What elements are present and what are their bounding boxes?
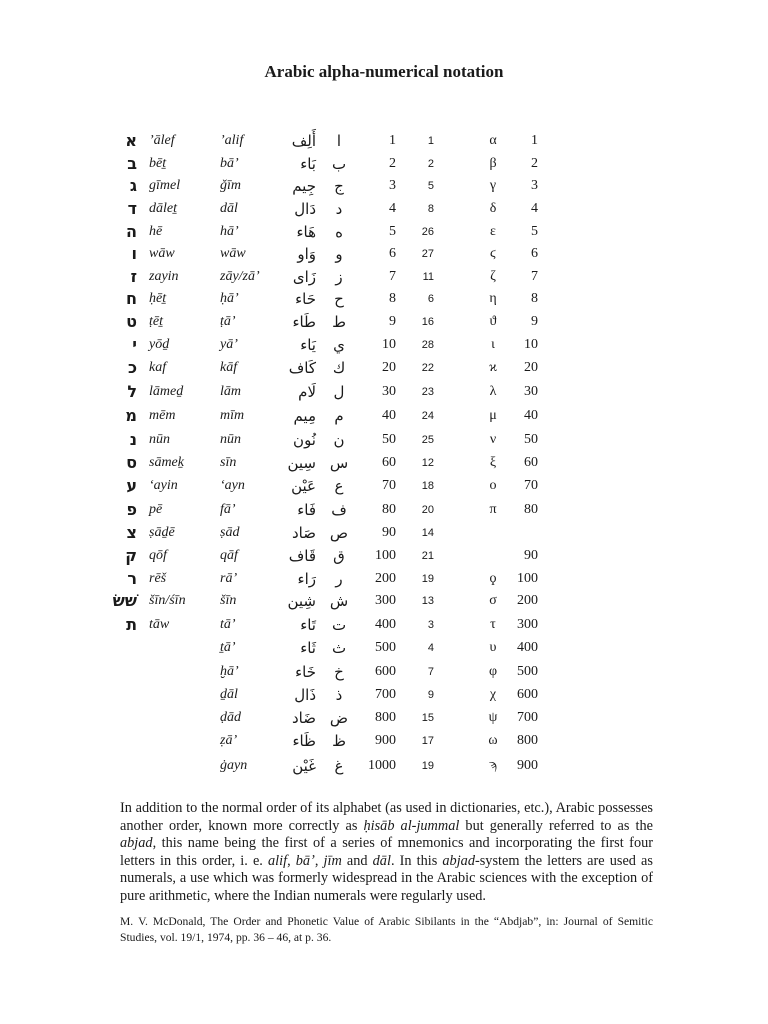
alphabet-order: 12 <box>421 457 434 469</box>
alphabet-order: 25 <box>421 434 434 446</box>
greek-value: 4 <box>531 201 538 216</box>
arabic-word: جِيم <box>292 177 316 195</box>
alphabet-order: 18 <box>421 480 434 492</box>
abjad-value: 1 <box>389 133 396 148</box>
alphabet-order: 5 <box>427 180 434 192</box>
arabic-name: ṯāʼ <box>220 640 236 655</box>
arabic-name: ṣād <box>220 525 240 540</box>
arabic-word: وَاو <box>297 245 316 263</box>
alphabet-order: 3 <box>427 619 434 631</box>
paragraph-term-alif: alif <box>268 852 288 869</box>
arabic-letter: ر <box>335 570 343 588</box>
arabic-name: sīn <box>220 455 237 470</box>
table-row <box>0 730 768 752</box>
alphabet-order: 27 <box>421 248 434 260</box>
arabic-letter: ج <box>334 177 344 195</box>
table-row <box>0 381 768 403</box>
alphabet-order: 1 <box>427 135 434 147</box>
alphabet-order: 26 <box>421 226 434 238</box>
arabic-letter: خ <box>334 663 344 681</box>
abjad-value: 300 <box>375 593 396 608</box>
arabic-word: عَيْن <box>291 477 316 495</box>
hebrew-name: sāmeḵ <box>149 455 184 470</box>
greek-letter: π <box>489 502 497 517</box>
table-row <box>0 545 768 567</box>
arabic-name: qāf <box>220 548 238 563</box>
alphabet-order: 21 <box>421 550 434 562</box>
hebrew-name: yōḏ <box>149 337 170 352</box>
hebrew-name: gīmel <box>149 178 181 193</box>
hebrew-letter: צ <box>126 523 137 542</box>
arabic-name: ḥāʼ <box>220 291 239 306</box>
hebrew-letter: י <box>132 335 137 354</box>
greek-letter: ν <box>489 432 497 447</box>
hebrew-letter: ה <box>126 222 137 241</box>
greek-letter: ϰ <box>489 360 497 375</box>
greek-letter: λ <box>489 384 497 399</box>
hebrew-name: pē <box>149 502 163 517</box>
arabic-name: ḍād <box>220 710 241 725</box>
alphabet-order: 11 <box>422 271 434 283</box>
hebrew-letter: מ <box>125 406 137 425</box>
alphabet-order: 7 <box>427 666 434 678</box>
greek-letter: χ <box>489 687 497 702</box>
arabic-letter: ن <box>333 431 345 449</box>
alphabet-order: 19 <box>421 760 434 772</box>
arabic-letter: ص <box>329 524 349 542</box>
arabic-letter: ش <box>329 592 349 610</box>
abjad-value: 500 <box>375 640 396 655</box>
greek-value: 5 <box>531 224 538 239</box>
greek-value: 90 <box>524 548 538 563</box>
abjad-value: 60 <box>382 455 396 470</box>
greek-letter: ψ <box>488 710 498 725</box>
paragraph-text: -system the letters are used as numerals, a use which was formerly widespread in the Arabic sciences with the exception of pure arithmetic, where the Indian numerals were regularly used. <box>120 852 653 904</box>
table-row <box>0 684 768 706</box>
alphabet-order: 23 <box>421 386 434 398</box>
greek-letter: σ <box>489 593 497 608</box>
table-row <box>0 452 768 474</box>
arabic-letter: د <box>335 200 343 218</box>
abjad-value: 100 <box>375 548 396 563</box>
abjad-value: 30 <box>382 384 396 399</box>
arabic-letter: ت <box>331 616 347 634</box>
arabic-letter: ز <box>335 268 343 286</box>
arabic-name: nūn <box>220 432 241 447</box>
greek-letter: δ <box>489 201 497 216</box>
greek-value: 30 <box>524 384 538 399</box>
arabic-letter: ف <box>331 501 347 519</box>
alphabet-order: 20 <box>421 504 434 516</box>
table-row <box>0 357 768 379</box>
hebrew-letter: ז <box>130 267 137 286</box>
arabic-letter: ي <box>333 336 345 354</box>
greek-letter: ι <box>491 337 495 352</box>
arabic-letter: ا <box>336 132 342 150</box>
table-row <box>0 266 768 288</box>
arabic-word: صَاد <box>292 524 316 542</box>
greek-value: 70 <box>524 478 538 493</box>
abjad-value: 800 <box>375 710 396 725</box>
table-row <box>0 499 768 521</box>
greek-letter: φ <box>488 664 498 679</box>
abjad-value: 2 <box>389 156 396 171</box>
abjad-value: 900 <box>375 733 396 748</box>
abjad-value: 200 <box>375 571 396 586</box>
arabic-letter: ه <box>335 223 343 241</box>
paragraph-text: , <box>314 852 324 869</box>
table-row <box>0 475 768 497</box>
alphabet-order: 28 <box>421 339 434 351</box>
arabic-name: dāl <box>220 201 238 216</box>
greek-letter: ο <box>489 478 497 493</box>
paragraph-term-hisab: ḥisāb al-jummal <box>363 817 460 834</box>
greek-value: 600 <box>517 687 538 702</box>
alphabet-order: 2 <box>427 158 434 170</box>
greek-value: 7 <box>531 269 538 284</box>
arabic-name: ǧīm <box>220 178 241 193</box>
abjad-value: 8 <box>389 291 396 306</box>
arabic-letter: ظ <box>332 732 346 750</box>
table-row <box>0 198 768 220</box>
table-row <box>0 661 768 683</box>
greek-value: 3 <box>531 178 538 193</box>
arabic-name: ẓāʼ <box>220 733 238 748</box>
paragraph-term-jim: jīm <box>323 852 342 869</box>
greek-letter: β <box>489 156 497 171</box>
table-row <box>0 568 768 590</box>
arabic-name: ġayn <box>220 758 248 773</box>
arabic-word: طَاء <box>292 313 316 331</box>
arabic-letter: ب <box>331 155 347 173</box>
arabic-name: ḏāl <box>220 687 238 702</box>
greek-letter <box>480 522 506 544</box>
table-row <box>0 522 768 544</box>
greek-letter: ϛ <box>490 246 496 261</box>
hebrew-name: dāleṯ <box>149 201 177 216</box>
greek-letter: ξ <box>489 455 497 470</box>
hebrew-name: qōf <box>149 548 167 563</box>
abjad-value: 1000 <box>368 758 396 773</box>
abjad-value: 40 <box>382 408 396 423</box>
abjad-value: 3 <box>389 178 396 193</box>
alphabet-order: 19 <box>421 573 434 585</box>
abjad-value: 80 <box>382 502 396 517</box>
table-row <box>0 405 768 427</box>
arabic-letter: ل <box>333 383 345 401</box>
greek-value: 6 <box>531 246 538 261</box>
citation: M. V. McDonald, The Order and Phonetic Value of Arabic Sibilants in the “Abdjab”, in: Journal of Semitic Studies, vol. 19/1, 1974, pp. 36 – 46, at p. 36. <box>120 915 653 944</box>
abjad-value: 5 <box>389 224 396 239</box>
arabic-name: tāʼ <box>220 617 236 632</box>
arabic-word: حَاء <box>295 290 316 308</box>
hebrew-letter: א <box>125 131 137 150</box>
arabic-name: lām <box>220 384 241 399</box>
greek-letter: ϙ <box>489 571 497 586</box>
arabic-word: هَاء <box>296 223 316 241</box>
greek-value: 20 <box>524 360 538 375</box>
arabic-name: mīm <box>220 408 245 423</box>
hebrew-name: bēṯ <box>149 156 167 171</box>
abjad-value: 10 <box>382 337 396 352</box>
arabic-name: zāy/zāʼ <box>220 269 260 284</box>
hebrew-name: wāw <box>149 246 175 261</box>
arabic-letter: ع <box>334 477 344 495</box>
greek-value: 400 <box>517 640 538 655</box>
table-row <box>0 707 768 729</box>
hebrew-letter: כ <box>127 358 137 377</box>
greek-letter: ϑ <box>489 314 497 329</box>
hebrew-name: ṣāḏē <box>149 525 175 540</box>
hebrew-letter: ד <box>127 199 137 218</box>
alphabet-order: 24 <box>421 410 434 422</box>
greek-letter: α <box>489 133 497 148</box>
greek-letter: ϡ <box>489 758 497 773</box>
abjad-value: 50 <box>382 432 396 447</box>
alphabet-order: 17 <box>421 735 434 747</box>
alphabet-order: 15 <box>421 712 434 724</box>
arabic-word: أَلِف <box>291 132 316 150</box>
paragraph-text: but generally referred to as the <box>459 817 653 834</box>
hebrew-letter: ו <box>131 244 137 263</box>
greek-value: 9 <box>531 314 538 329</box>
arabic-name: šīn <box>220 593 237 608</box>
arabic-word: ذَال <box>294 686 316 704</box>
arabic-word: ثَاء <box>300 639 316 657</box>
page-title: Arabic alpha-numerical notation <box>264 62 504 81</box>
hebrew-name: ʻayin <box>149 478 178 493</box>
arabic-word: نُون <box>293 431 316 449</box>
abjad-value: 700 <box>375 687 396 702</box>
arabic-name: bāʼ <box>220 156 239 171</box>
greek-letter: γ <box>489 178 497 193</box>
arabic-letter: ح <box>334 290 344 308</box>
hebrew-letter: שׁשׂ <box>112 591 137 610</box>
arabic-word: ضَاد <box>292 709 316 727</box>
hebrew-name: šīn/śīn <box>149 593 186 608</box>
arabic-word: شِين <box>287 592 316 610</box>
alphabet-order: 13 <box>421 595 434 607</box>
table-row <box>0 153 768 175</box>
paragraph-term-ba: bāʼ <box>295 852 315 869</box>
greek-value: 700 <box>517 710 538 725</box>
arabic-name: rāʼ <box>220 571 238 586</box>
arabic-letter: س <box>329 454 349 472</box>
hebrew-name: kaf <box>149 360 167 375</box>
paragraph-text: In addition to the normal order of its alphabet (as used in dictionaries, etc.), Arabic possesses another order, known more correctly as <box>120 800 653 834</box>
greek-value: 50 <box>524 432 538 447</box>
alphabet-order: 22 <box>421 362 434 374</box>
arabic-word: بَاء <box>300 155 316 173</box>
table-row <box>0 288 768 310</box>
alphabet-order: 14 <box>421 527 434 539</box>
hebrew-name: hē <box>149 224 163 239</box>
arabic-name: fāʼ <box>220 502 236 517</box>
hebrew-name: nūn <box>149 432 170 447</box>
alphabet-order: 8 <box>427 203 434 215</box>
abjad-paragraph <box>120 800 653 905</box>
paragraph-text: and <box>341 852 373 869</box>
table-row <box>0 590 768 612</box>
arabic-word: قَاف <box>288 547 316 565</box>
paragraph-text: . In this <box>390 852 443 869</box>
arabic-word: يَاء <box>300 336 316 354</box>
arabic-letter: ط <box>332 313 346 331</box>
arabic-letter: ك <box>332 359 346 377</box>
arabic-word: زَاى <box>292 268 316 286</box>
arabic-letter: م <box>334 407 344 425</box>
abjad-value: 6 <box>389 246 396 261</box>
greek-value: 2 <box>531 156 538 171</box>
greek-value: 40 <box>524 408 538 423</box>
arabic-name: ʼalif <box>220 133 244 148</box>
greek-letter: μ <box>489 408 497 423</box>
greek-value: 1 <box>531 133 538 148</box>
arabic-letter: غ <box>334 757 344 775</box>
greek-letter <box>480 545 506 567</box>
hebrew-name: ḥēṯ <box>149 291 167 306</box>
hebrew-letter: ט <box>126 312 137 331</box>
greek-letter: η <box>489 291 497 306</box>
greek-value: 60 <box>524 455 538 470</box>
arabic-name: ṭāʼ <box>220 314 236 329</box>
greek-value: 800 <box>517 733 538 748</box>
arabic-name: kāf <box>220 360 238 375</box>
arabic-word: تَاء <box>300 616 316 634</box>
arabic-word: خَاء <box>295 663 316 681</box>
table-row <box>0 175 768 197</box>
arabic-letter: ض <box>329 709 349 727</box>
greek-letter: υ <box>489 640 497 655</box>
hebrew-letter: פ <box>126 500 137 519</box>
hebrew-letter: ת <box>126 615 137 634</box>
arabic-word: ظَاء <box>292 732 316 750</box>
alphabet-order: 6 <box>427 293 434 305</box>
greek-value: 8 <box>531 291 538 306</box>
arabic-word: مِيم <box>293 407 316 425</box>
hebrew-name: mēm <box>149 408 176 423</box>
alphabet-order: 9 <box>427 689 434 701</box>
arabic-letter: و <box>335 245 343 263</box>
arabic-word: فَاء <box>297 501 316 519</box>
table-row <box>0 334 768 356</box>
arabic-letter: ث <box>331 639 347 657</box>
greek-letter: ε <box>490 224 496 239</box>
abjad-value: 600 <box>375 664 396 679</box>
greek-value: 200 <box>517 593 538 608</box>
greek-value: 900 <box>517 758 538 773</box>
greek-value: 100 <box>517 571 538 586</box>
abjad-value: 90 <box>382 525 396 540</box>
hebrew-letter: ל <box>127 382 137 401</box>
table-row <box>0 637 768 659</box>
arabic-word: رَاء <box>297 570 316 588</box>
arabic-name: ʻayn <box>220 478 245 493</box>
hebrew-letter: ר <box>127 569 137 588</box>
hebrew-letter: נ <box>129 430 137 449</box>
hebrew-name: zayin <box>149 269 179 284</box>
table-row <box>0 755 768 777</box>
greek-value: 10 <box>524 337 538 352</box>
hebrew-letter: ח <box>126 289 137 308</box>
hebrew-letter: ג <box>129 176 137 195</box>
greek-letter: ω <box>488 733 498 748</box>
abjad-value: 9 <box>389 314 396 329</box>
abjad-value: 20 <box>382 360 396 375</box>
paragraph-term-dal: dāl <box>372 852 391 869</box>
arabic-word: دَال <box>294 200 316 218</box>
paragraph-text: , <box>287 852 296 869</box>
abjad-value: 70 <box>382 478 396 493</box>
alphabet-order: 16 <box>421 316 434 328</box>
arabic-name: hāʼ <box>220 224 239 239</box>
hebrew-letter: ק <box>125 546 137 565</box>
hebrew-letter: ב <box>127 154 137 173</box>
arabic-word: غَيْن <box>292 757 316 775</box>
hebrew-name: tāw <box>149 617 170 632</box>
hebrew-letter: ע <box>126 476 137 495</box>
abjad-value: 4 <box>389 201 396 216</box>
table-row <box>0 614 768 636</box>
hebrew-letter: ס <box>126 453 137 472</box>
abjad-value: 400 <box>375 617 396 632</box>
greek-value: 300 <box>517 617 538 632</box>
hebrew-name: lāmeḏ <box>149 384 184 399</box>
greek-letter: ζ <box>490 269 496 284</box>
alphabet-order: 4 <box>427 642 434 654</box>
table-row <box>0 243 768 265</box>
paragraph-text: , this name being the first of a series of mnemonics and incorporating the first four letters in this order, i. e. <box>120 835 653 869</box>
paragraph-term-abjad: abjad <box>120 835 153 851</box>
arabic-word: لَام <box>298 383 316 401</box>
table-row <box>0 130 768 152</box>
table-row <box>0 221 768 243</box>
arabic-name: wāw <box>220 246 246 261</box>
hebrew-name: rēš <box>149 571 167 586</box>
hebrew-name: ʼālef <box>149 133 175 148</box>
arabic-word: كَاف <box>288 359 316 377</box>
greek-value: 80 <box>524 502 538 517</box>
arabic-letter: ق <box>333 547 345 565</box>
arabic-name: ḫāʼ <box>220 664 239 679</box>
greek-letter: τ <box>490 617 496 632</box>
arabic-name: yāʼ <box>220 337 238 352</box>
table-row <box>0 311 768 333</box>
abjad-value: 7 <box>389 269 396 284</box>
arabic-letter: ذ <box>335 686 343 704</box>
hebrew-name: ṭēṯ <box>149 314 163 329</box>
paragraph-term-abjad: abjad <box>442 852 475 869</box>
arabic-word: سِين <box>287 454 316 472</box>
greek-value: 500 <box>517 664 538 679</box>
table-row <box>0 429 768 451</box>
